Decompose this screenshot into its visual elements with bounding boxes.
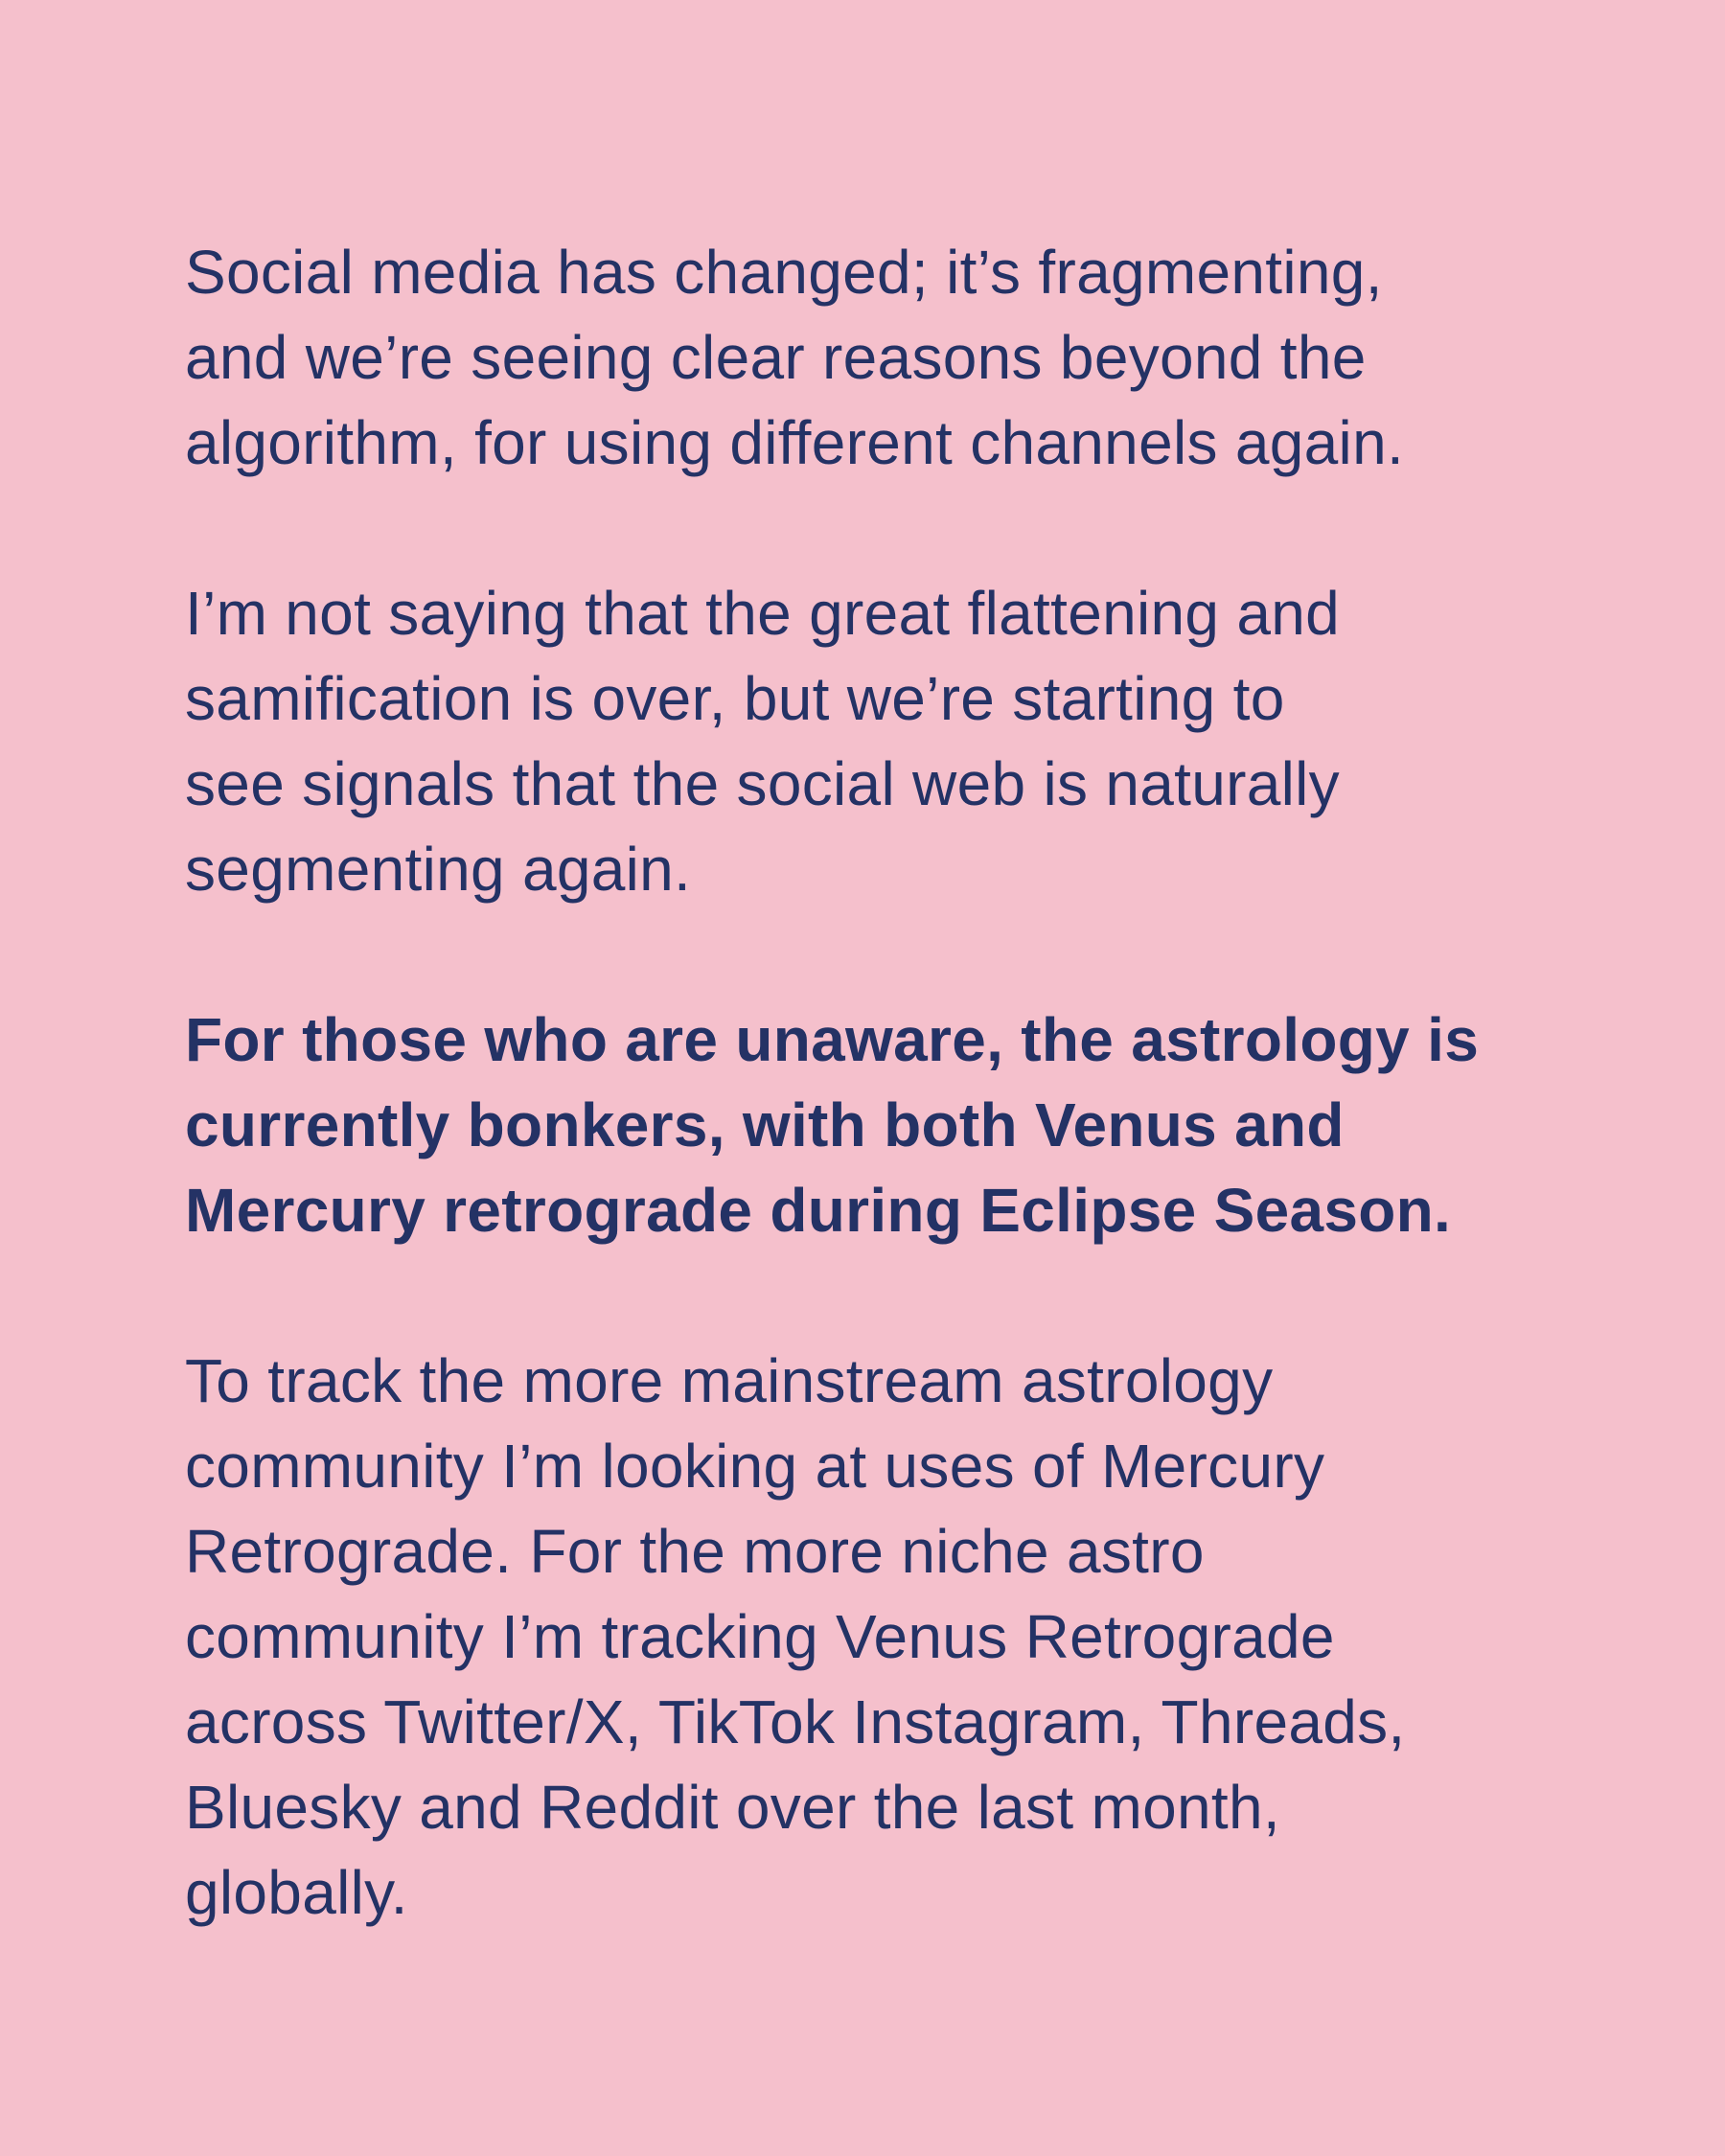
text-line: segmenting again. — [185, 835, 692, 904]
article-body — [185, 230, 1555, 1936]
text-line: samification is over, but we’re starting to — [185, 664, 1285, 733]
paragraph-astrology-highlight — [185, 998, 1555, 1253]
text-line: community I’m looking at uses of Mercury — [185, 1432, 1325, 1501]
paragraph-intro — [185, 230, 1555, 486]
text-line: Retrograde. For the more niche astro — [185, 1517, 1205, 1586]
paragraph-tracking — [185, 1339, 1555, 1936]
text-line: algorithm, for using different channels again. — [185, 408, 1405, 477]
paragraph-signals — [185, 571, 1555, 912]
text-line: For those who are unaware, the astrology is — [185, 1005, 1480, 1074]
text-line: and we’re seeing clear reasons beyond the — [185, 323, 1367, 392]
text-line: Bluesky and Reddit over the last month, — [185, 1773, 1280, 1842]
text-line: To track the more mainstream astrology — [185, 1346, 1274, 1415]
text-line: community I’m tracking Venus Retrograde — [185, 1602, 1335, 1671]
text-line: Mercury retrograde during Eclipse Season. — [185, 1176, 1452, 1245]
text-line: currently bonkers, with both Venus and — [185, 1090, 1345, 1159]
text-line: globally. — [185, 1858, 408, 1927]
text-line: see signals that the social web is naturally — [185, 749, 1340, 818]
text-line: across Twitter/X, TikTok Instagram, Threads, — [185, 1687, 1406, 1756]
text-line: I’m not saying that the great flattening and — [185, 579, 1341, 648]
text-line: Social media has changed; it’s fragmenting, — [185, 238, 1383, 307]
